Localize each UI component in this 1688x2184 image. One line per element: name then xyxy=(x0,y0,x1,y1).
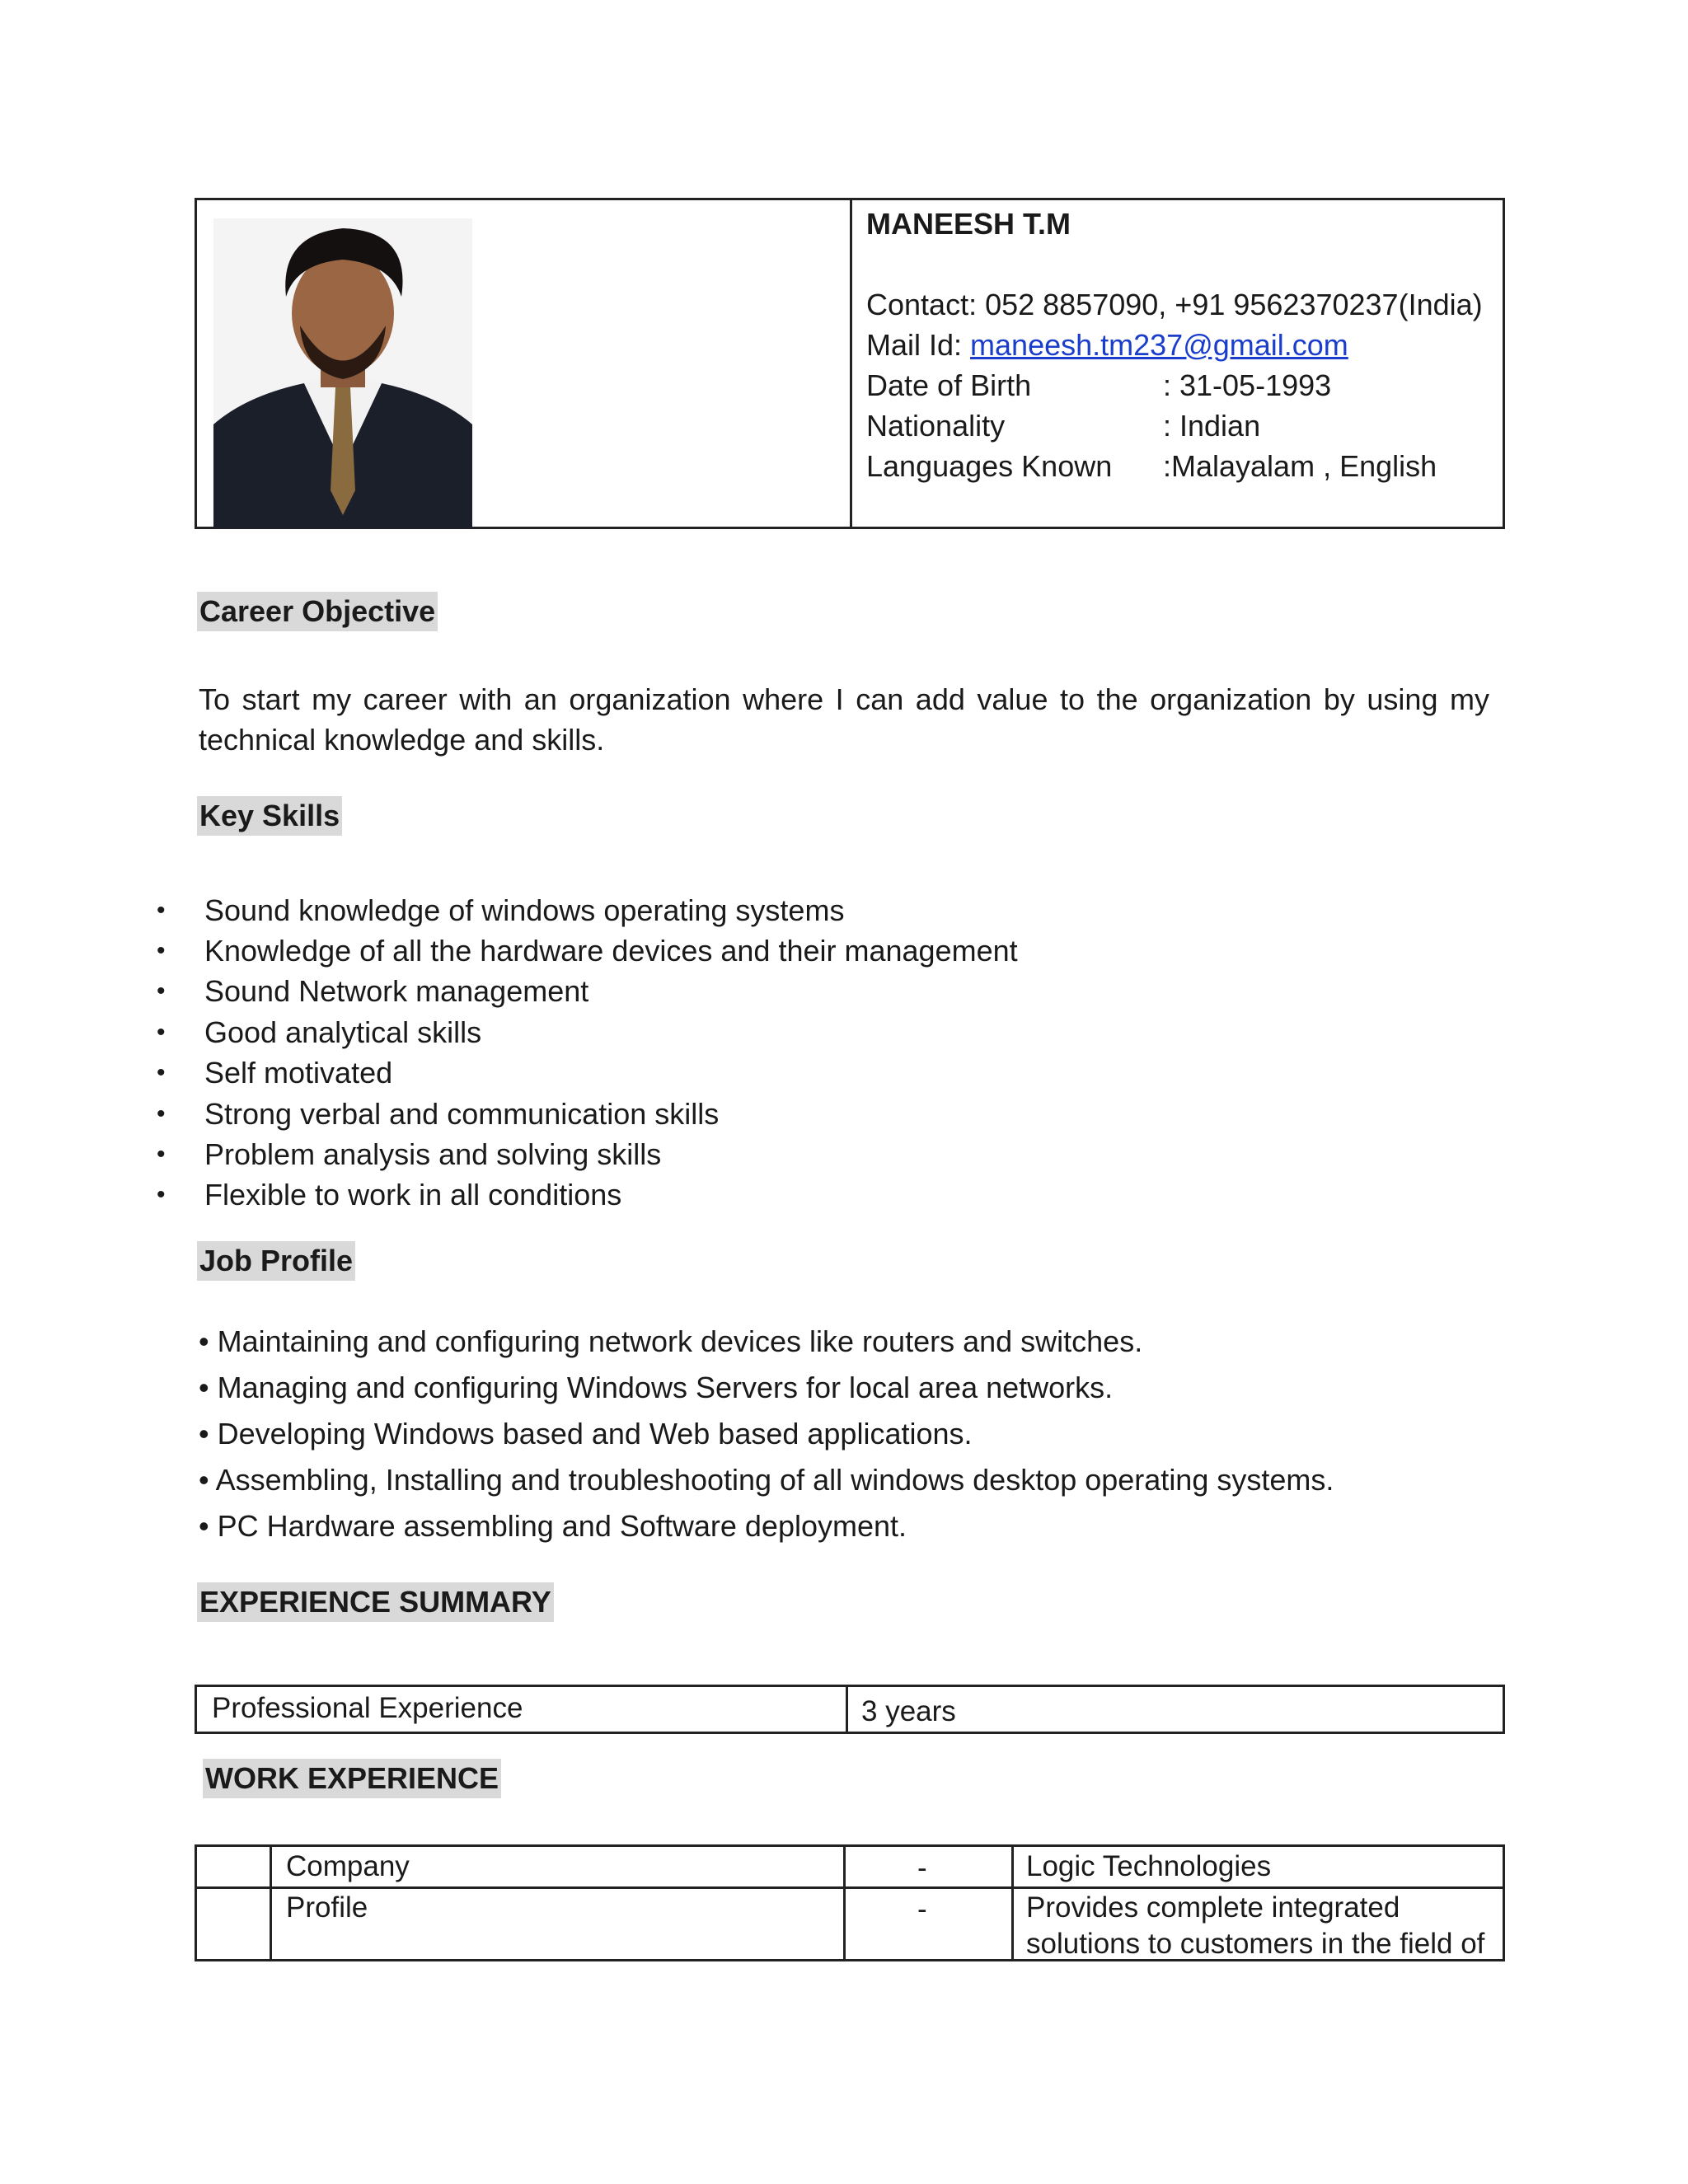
work-row-sep: - xyxy=(917,1852,927,1884)
key-skills-heading: Key Skills xyxy=(197,796,342,836)
table-divider xyxy=(270,1847,272,1959)
work-row-sep: - xyxy=(917,1893,927,1925)
experience-summary-table xyxy=(195,1685,1505,1734)
bullet-icon: • xyxy=(157,1181,166,1209)
bullet-icon: • xyxy=(157,1141,166,1169)
skill-text: Good analytical skills xyxy=(204,1015,482,1049)
skill-text: Sound knowledge of windows operating systems xyxy=(204,893,845,927)
bullet-icon: • xyxy=(157,1059,166,1087)
mail-link[interactable]: maneesh.tm237@gmail.com xyxy=(970,328,1348,362)
skill-text: Problem analysis and solving skills xyxy=(204,1137,662,1172)
skill-text: Sound Network management xyxy=(204,974,589,1009)
skill-text: Flexible to work in all conditions xyxy=(204,1178,622,1212)
career-objective-heading: Career Objective xyxy=(197,592,438,631)
job-profile-list xyxy=(199,1319,1334,1549)
career-objective-text: To start my career with an organization where I can add value to the organization by using my technical knowledge and skills. xyxy=(199,682,1489,757)
table-divider xyxy=(843,1847,846,1959)
work-row-label: Profile xyxy=(286,1891,368,1924)
work-experience-heading: WORK EXPERIENCE xyxy=(203,1759,501,1798)
bullet-icon: • xyxy=(157,1018,166,1046)
detail-label: Languages Known xyxy=(866,449,1113,483)
skill-text: Self motivated xyxy=(204,1056,393,1090)
detail-row-nationality xyxy=(866,405,1494,446)
detail-value: :Malayalam , English xyxy=(1163,449,1437,483)
bullet-icon: • xyxy=(157,896,166,924)
bullet-icon: • xyxy=(157,1099,166,1127)
list-item xyxy=(157,1012,1018,1052)
header-divider xyxy=(850,200,852,527)
list-item: • Maintaining and configuring network devices like routers and switches. xyxy=(199,1324,1143,1358)
list-item xyxy=(157,890,1018,930)
list-item xyxy=(157,1175,1018,1216)
experience-label: Professional Experience xyxy=(212,1692,523,1724)
experience-value: 3 years xyxy=(861,1695,956,1727)
list-item xyxy=(157,972,1018,1012)
list-item xyxy=(157,930,1018,971)
detail-row-languages xyxy=(866,446,1494,486)
detail-row-dob xyxy=(866,365,1494,405)
work-row-value: Provides complete integrated solutions to customers in the field of xyxy=(1026,1891,1485,1960)
list-item: • Managing and configuring Windows Servers for local area networks. xyxy=(199,1371,1114,1404)
experience-summary-heading: EXPERIENCE SUMMARY xyxy=(197,1582,554,1622)
list-item xyxy=(157,1053,1018,1094)
list-item: • Assembling, Installing and troubleshooting of all windows desktop operating systems. xyxy=(199,1463,1334,1497)
skill-text: Knowledge of all the hardware devices and their management xyxy=(204,934,1018,968)
mail-label: Mail Id: xyxy=(866,328,971,362)
mail-line xyxy=(866,325,1494,365)
list-item: • Developing Windows based and Web based applications. xyxy=(199,1417,973,1451)
job-profile-heading: Job Profile xyxy=(197,1241,355,1281)
table-divider xyxy=(846,1687,848,1732)
detail-label: Nationality xyxy=(866,409,1006,443)
list-item xyxy=(157,1094,1018,1134)
list-item: • PC Hardware assembling and Software deployment. xyxy=(199,1509,907,1543)
contact-line: Contact: 052 8857090, +91 9562370237(India) xyxy=(866,288,1483,321)
key-skills-list xyxy=(157,890,1018,1216)
list-item xyxy=(157,1134,1018,1174)
table-divider xyxy=(1011,1847,1014,1959)
detail-value: : 31-05-1993 xyxy=(1163,368,1332,402)
table-divider xyxy=(197,1886,1503,1889)
work-row-value: Logic Technologies xyxy=(1026,1850,1272,1882)
profile-photo xyxy=(213,218,472,528)
skill-text: Strong verbal and communication skills xyxy=(204,1096,720,1131)
contact-info xyxy=(866,200,1494,486)
profile-photo-image xyxy=(213,218,472,528)
work-experience-table xyxy=(195,1844,1505,1961)
bullet-icon: • xyxy=(157,977,166,1005)
detail-value: : Indian xyxy=(1163,409,1261,443)
detail-label: Date of Birth xyxy=(866,368,1032,402)
bullet-icon: • xyxy=(157,937,166,965)
candidate-name: MANEESH T.M xyxy=(866,207,1071,241)
work-row-label: Company xyxy=(286,1850,410,1882)
header-table xyxy=(195,198,1505,529)
